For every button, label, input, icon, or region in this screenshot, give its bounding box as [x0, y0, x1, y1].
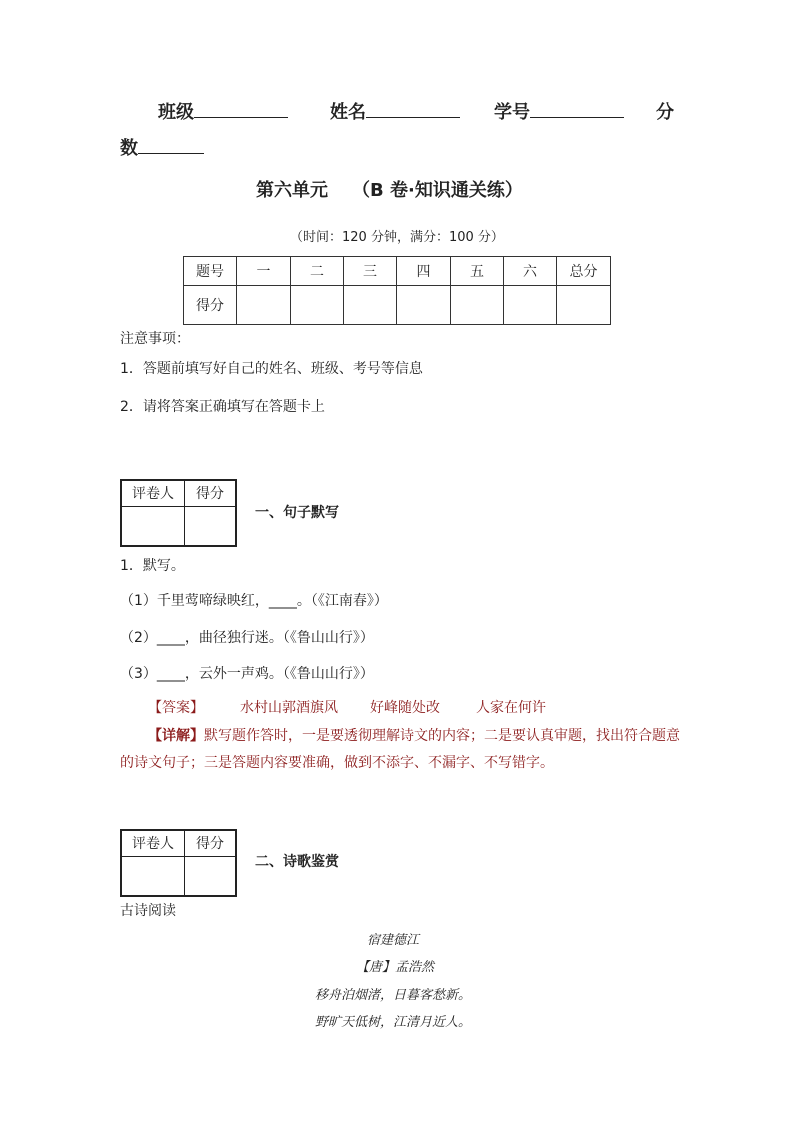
answer-text: 人家在何许: [476, 700, 546, 716]
score-table-header: 总分: [557, 257, 611, 286]
score-cell[interactable]: [504, 286, 557, 325]
reading-intro: 古诗阅读: [120, 903, 176, 919]
score-table-header: 五: [451, 257, 504, 286]
grader-score-cell[interactable]: [185, 856, 237, 896]
grader-box: [120, 829, 237, 897]
id-label: 学号: [494, 102, 530, 123]
score-table-header: 二: [291, 257, 344, 286]
score-table-score-row: [184, 286, 611, 325]
name-blank[interactable]: [366, 99, 460, 118]
score-row-label: 得分: [184, 286, 237, 325]
notes-item: 1．答题前填写好自己的姓名、班级、考号等信息: [120, 361, 423, 377]
score-table-header-row: [184, 257, 611, 286]
score-cell[interactable]: [291, 286, 344, 325]
score-table-header: 六: [504, 257, 557, 286]
answer-label: 【答案】: [148, 700, 204, 716]
exam-info: （时间：120 分钟，满分：100 分）: [290, 230, 504, 245]
grader-score-label: 得分: [185, 480, 237, 506]
grader-score-cell[interactable]: [185, 506, 237, 546]
name-field: [330, 98, 460, 124]
paper-subtitle: （B 卷·知识通关练）: [352, 180, 523, 201]
question-stem: 1．默写。: [120, 558, 185, 574]
reviewer-label: 评卷人: [121, 830, 185, 856]
score-table-header: 四: [397, 257, 451, 286]
reviewer-label: 评卷人: [121, 480, 185, 506]
question-item: （2）____，曲径独行迷。（《鲁山山行》）: [120, 630, 374, 646]
poem-title: 宿建德江: [367, 933, 420, 948]
section-title: 一、句子默写: [255, 505, 339, 521]
score-label-part2: 数: [120, 138, 138, 159]
score-cell[interactable]: [397, 286, 451, 325]
student-info-row: [158, 98, 288, 124]
score-table-header: 一: [237, 257, 291, 286]
poem-line: 野旷天低树，江清月近人。: [315, 1015, 472, 1030]
poem-line: 移舟泊烟渚，日暮客愁新。: [315, 988, 472, 1003]
id-blank[interactable]: [530, 99, 624, 118]
reviewer-cell[interactable]: [121, 856, 185, 896]
name-label: 姓名: [330, 102, 366, 123]
score-cell[interactable]: [451, 286, 504, 325]
score-cell[interactable]: [557, 286, 611, 325]
notes-item: 2．请将答案正确填写在答题卡上: [120, 399, 325, 415]
question-item: （1）千里莺啼绿映红，____。（《江南春》）: [120, 593, 388, 609]
score-field: [120, 134, 204, 160]
grader-box: [120, 479, 237, 547]
unit-title: 第六单元: [256, 180, 328, 201]
detail-label: 【详解】: [148, 728, 204, 744]
id-field: [494, 98, 624, 124]
answer-text: 好峰随处改: [370, 700, 440, 716]
score-table-header: 题号: [184, 257, 237, 286]
answer-text: 水村山郭酒旗风: [240, 700, 338, 716]
score-table: [183, 256, 611, 325]
score-cell[interactable]: [344, 286, 397, 325]
notes-heading: 注意事项：: [120, 331, 190, 347]
class-label: 班级: [158, 102, 194, 123]
score-label-part1: 分: [656, 102, 674, 123]
detail-line: [148, 725, 680, 745]
detail-text: 的诗文句子；三是答题内容要准确，做到不添字、不漏字、不写错字。: [120, 755, 554, 771]
grader-score-label: 得分: [185, 830, 237, 856]
score-cell[interactable]: [237, 286, 291, 325]
section-title: 二、诗歌鉴赏: [255, 854, 339, 870]
reviewer-cell[interactable]: [121, 506, 185, 546]
question-item: （3）____，云外一声鸡。（《鲁山山行》）: [120, 666, 374, 682]
score-blank[interactable]: [138, 135, 204, 154]
class-blank[interactable]: [194, 99, 288, 118]
detail-text: 默写题作答时，一是要透彻理解诗文的内容；二是要认真审题，找出符合题意: [204, 728, 680, 744]
poem-author: 【唐】孟浩然: [356, 960, 435, 975]
score-table-header: 三: [344, 257, 397, 286]
